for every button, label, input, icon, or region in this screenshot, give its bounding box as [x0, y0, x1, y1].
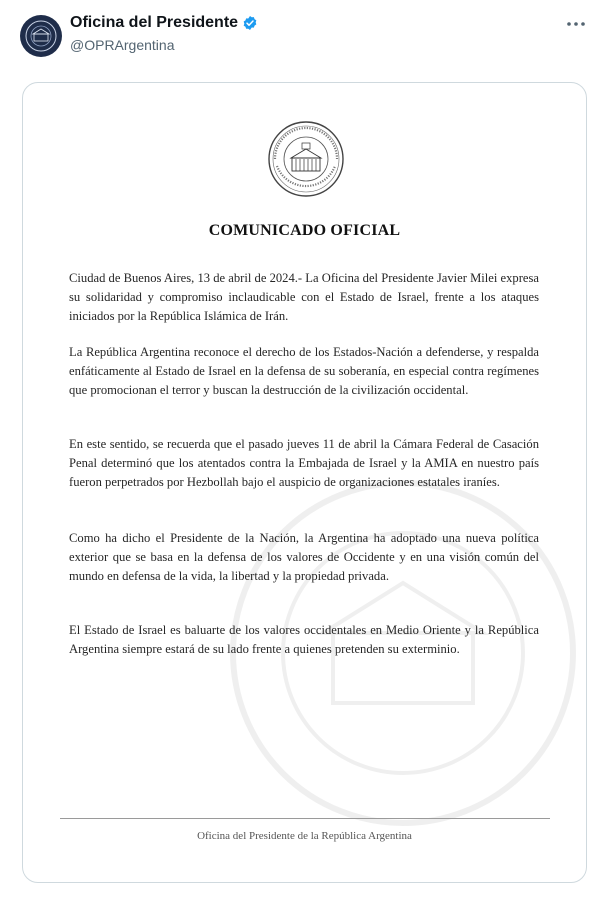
seal-avatar-icon	[20, 15, 62, 57]
statement-paragraph-2: La República Argentina reconoce el derecho de los Estados-Nación a defenderse, y respalda enfáticamente al Estado de Israel en la defensa de su soberanía, en especial contra regímenes que promocionan el terror y buscan la destrucción de la civilización occidental.	[69, 345, 539, 397]
document-footer: Oficina del Presidente de la República Argentina	[197, 830, 412, 842]
presidential-seal	[267, 120, 345, 198]
official-statement-document	[23, 83, 586, 882]
handle[interactable]: @OPRArgentina	[70, 37, 175, 53]
document-title: COMUNICADO OFICIAL	[208, 222, 401, 239]
statement-paragraph-4: Como ha dicho el Presidente de la Nación, la Argentina ha adoptado una nueva política exterior que se basa en la defensa de los valores de Occidente y en una visión común del mundo en defensa de la vida, la libertad y la propiedad privada.	[69, 531, 539, 583]
footer-divider	[60, 818, 550, 819]
verified-badge-icon	[242, 15, 258, 31]
display-name-row	[70, 14, 258, 32]
post-header	[0, 0, 614, 70]
statement-paragraph-5: El Estado de Israel es baluarte de los valores occidentales en Medio Oriente y la República Argentina siempre estará de su lado frente a quienes pretenden su exterminio.	[69, 623, 539, 656]
avatar[interactable]	[20, 15, 62, 57]
statement-paragraph-1: Ciudad de Buenos Aires, 13 de abril de 2024.- La Oficina del Presidente Javier Milei expresa su solidaridad y compromiso inclaudicable con el Estado de Israel, frente a los ataques iniciados por la República Islámica de Irán.	[69, 271, 539, 323]
attached-image[interactable]	[22, 82, 587, 883]
more-options-icon[interactable]	[563, 14, 589, 34]
display-name[interactable]: Oficina del Presidente	[70, 14, 239, 31]
statement-paragraph-3: En este sentido, se recuerda que el pasado jueves 11 de abril la Cámara Federal de Casación Penal determinó que los atentados contra la Embajada de Israel y la AMIA en nuestro país fueron perpetrados por Hezbollah bajo el auspicio de organizaciones estatales iraníes.	[69, 437, 539, 489]
